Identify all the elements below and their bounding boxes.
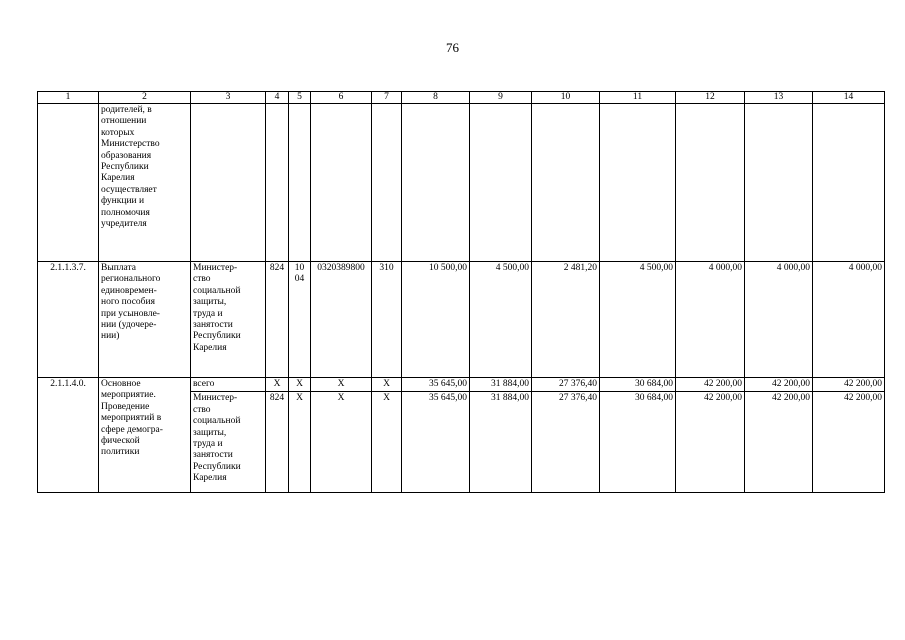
header-cell: 5: [289, 92, 311, 104]
csr-cell: [311, 104, 372, 262]
name-cell: [99, 262, 191, 378]
value-col10-cell: 27 376,40: [532, 378, 600, 392]
name-cell: [99, 378, 191, 493]
code-cell: 2.1.1.4.0.: [38, 378, 99, 493]
table-row-continuation: [38, 104, 885, 262]
value-col8-cell: 35 645,00: [402, 392, 470, 493]
value-col9-cell: 31 884,00: [470, 378, 532, 392]
value-col13-cell: 42 200,00: [745, 392, 813, 493]
header-cell: 3: [191, 92, 266, 104]
rzpr-value: 10 04: [294, 263, 305, 285]
code-cell: 2.1.1.3.7.: [38, 262, 99, 378]
csr-cell: X: [311, 378, 372, 392]
header-cell: 1: [38, 92, 99, 104]
table-row-2-1-1-3-7: [38, 262, 885, 378]
value-col14-cell: 42 200,00: [813, 392, 885, 493]
vr-cell: X: [372, 378, 402, 392]
header-cell: 14: [813, 92, 885, 104]
header-cell: 13: [745, 92, 813, 104]
vr-cell: X: [372, 392, 402, 493]
header-cell: 9: [470, 92, 532, 104]
value-col13-cell: 42 200,00: [745, 378, 813, 392]
grbs-cell: 824: [266, 262, 289, 378]
value-cell: [532, 104, 600, 262]
value-col10-cell: 2 481,20: [532, 262, 600, 378]
code-cell: [38, 104, 99, 262]
rzpr-cell: [289, 262, 311, 378]
header-cell: 12: [676, 92, 745, 104]
header-cell: 7: [372, 92, 402, 104]
executor-name: Министер- ство социальной защиты, труда и занятости Республики Карелия: [193, 263, 241, 353]
value-col11-cell: 4 500,00: [600, 262, 676, 378]
budget-table: [37, 91, 885, 493]
value-col11-cell: 30 684,00: [600, 392, 676, 493]
value-cell: [745, 104, 813, 262]
executor-cell: всего: [191, 378, 266, 392]
value-col11-cell: 30 684,00: [600, 378, 676, 392]
executor-cell: [191, 262, 266, 378]
value-col10-cell: 27 376,40: [532, 392, 600, 493]
executor-cell: [191, 392, 266, 493]
value-col9-cell: 31 884,00: [470, 392, 532, 493]
value-cell: [470, 104, 532, 262]
executor-cell: [191, 104, 266, 262]
value-col12-cell: 42 200,00: [676, 392, 745, 493]
grbs-cell: [266, 104, 289, 262]
value-col12-cell: 42 200,00: [676, 378, 745, 392]
column-number-header-row: [38, 92, 885, 104]
grbs-cell: X: [266, 378, 289, 392]
rzpr-cell: X: [289, 392, 311, 493]
value-cell: [600, 104, 676, 262]
table-row-2-1-1-4-0-total: [38, 378, 885, 392]
name-cell: [99, 104, 191, 262]
header-cell: 2: [99, 92, 191, 104]
value-cell: [813, 104, 885, 262]
value-cell: [402, 104, 470, 262]
item-name: Основное мероприятие. Проведение мероприятий в сфере демогра- фической политики: [101, 379, 163, 458]
rzpr-cell: X: [289, 378, 311, 392]
header-cell: 6: [311, 92, 372, 104]
grbs-cell: 824: [266, 392, 289, 493]
item-name: Выплата регионального единовремен- ного пособия при усыновле- нии (удочере- нии): [101, 263, 161, 342]
value-col14-cell: 42 200,00: [813, 378, 885, 392]
value-cell: [676, 104, 745, 262]
value-col9-cell: 4 500,00: [470, 262, 532, 378]
executor-name: Министер- ство социальной защиты, труда и занятости Республики Карелия: [193, 393, 241, 484]
value-col12-cell: 4 000,00: [676, 262, 745, 378]
page-number: 76: [446, 40, 459, 55]
header-cell: 8: [402, 92, 470, 104]
vr-cell: [372, 104, 402, 262]
continuation-name: родителей, в отношении которых Министерство образования Республики Карелия осуществляет функции и полномочия учредителя: [101, 105, 160, 230]
rzpr-cell: [289, 104, 311, 262]
header-cell: 10: [532, 92, 600, 104]
vr-cell: 310: [372, 262, 402, 378]
value-col8-cell: 35 645,00: [402, 378, 470, 392]
value-col8-cell: 10 500,00: [402, 262, 470, 378]
value-col14-cell: 4 000,00: [813, 262, 885, 378]
csr-cell: X: [311, 392, 372, 493]
value-col13-cell: 4 000,00: [745, 262, 813, 378]
header-cell: 11: [600, 92, 676, 104]
header-cell: 4: [266, 92, 289, 104]
csr-cell: 0320389800: [311, 262, 372, 378]
